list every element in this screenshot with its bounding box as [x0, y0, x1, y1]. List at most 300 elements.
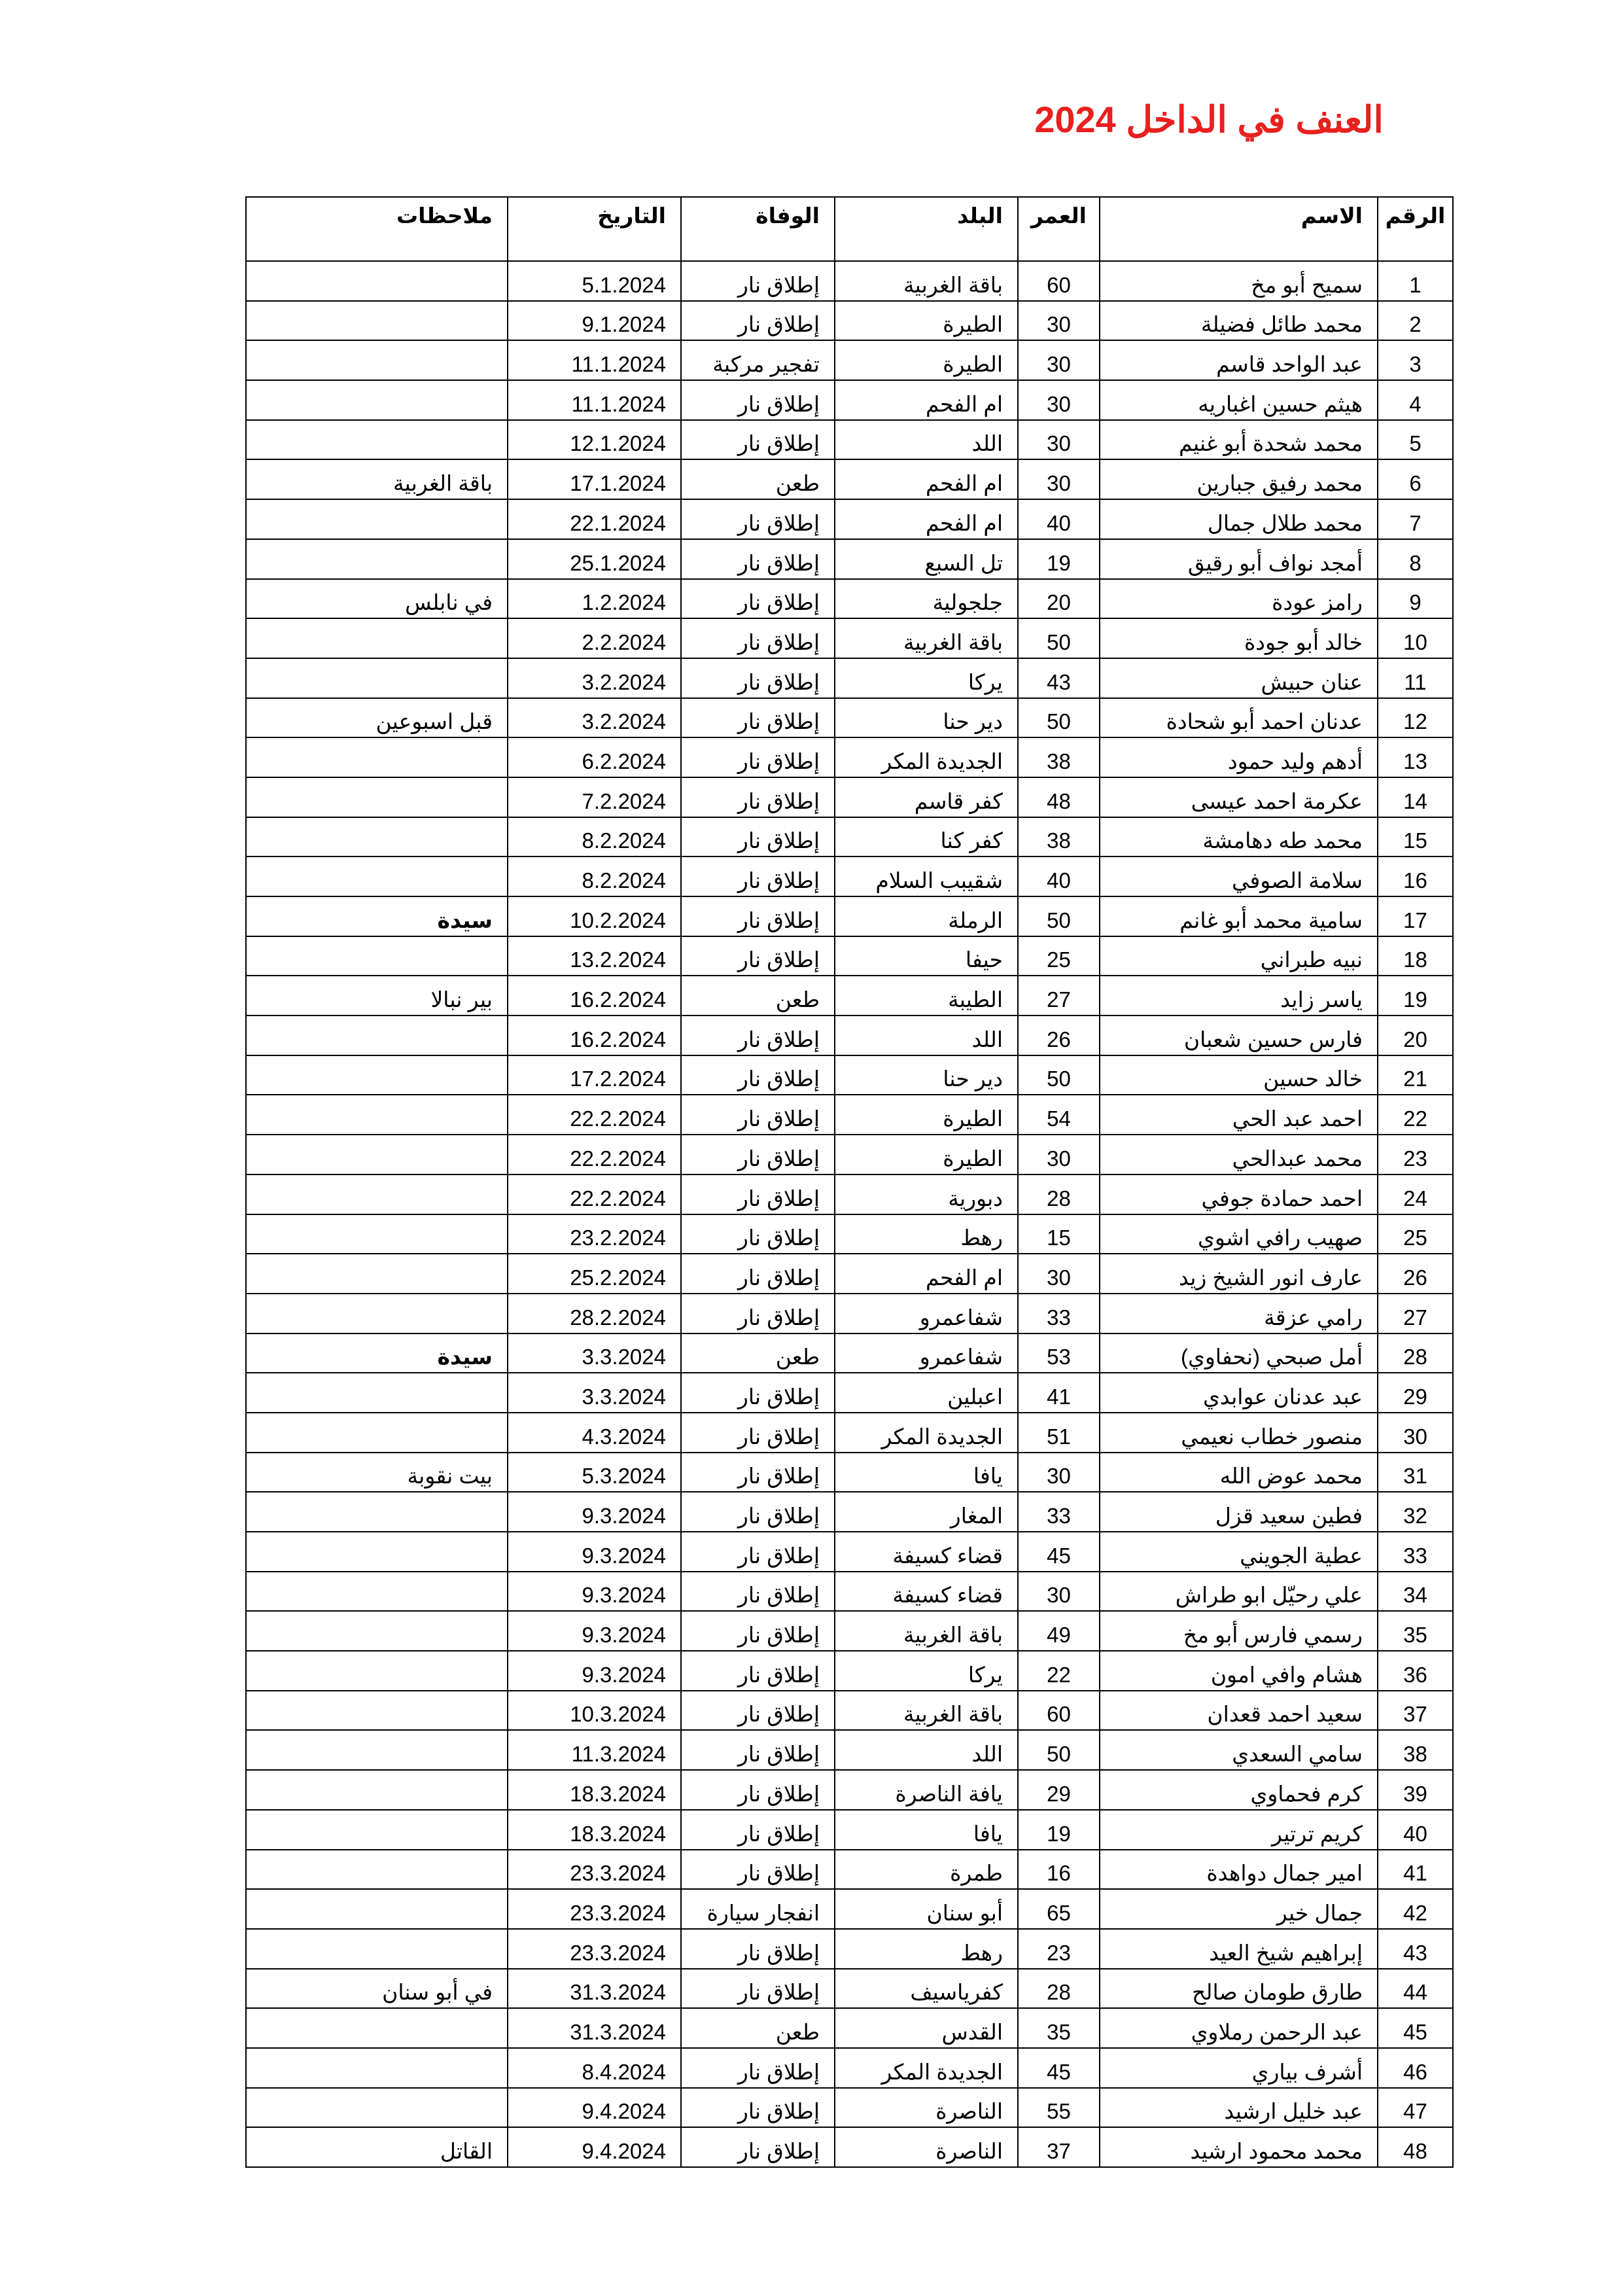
cell-num: 46 [1378, 2048, 1453, 2088]
cell-name: محمد طائل فضيلة [1100, 301, 1378, 341]
cell-name: عطية الجويني [1100, 1532, 1378, 1572]
cell-death: إطلاق نار [681, 1095, 835, 1135]
cell-name: احمد حمادة جوفي [1100, 1174, 1378, 1214]
cell-notes [246, 1929, 508, 1969]
cell-name: هشام وافي امون [1100, 1651, 1378, 1691]
cell-notes [246, 1174, 508, 1214]
cell-num: 6 [1378, 459, 1453, 499]
table-row [246, 1214, 1453, 1254]
cell-death: إطلاق نار [681, 1691, 835, 1731]
cell-num: 30 [1378, 1413, 1453, 1453]
table-row [246, 261, 1453, 301]
cell-num: 34 [1378, 1572, 1453, 1612]
cell-name: عبد الرحمن رملاوي [1100, 2008, 1378, 2048]
table-row [246, 1691, 1453, 1731]
cell-name: فارس حسين شعبان [1100, 1016, 1378, 1055]
cell-notes [246, 261, 508, 301]
cell-date: 7.2.2024 [508, 777, 681, 817]
cell-date: 9.3.2024 [508, 1611, 681, 1651]
cell-name: أدهم وليد حمود [1100, 737, 1378, 777]
cell-notes: القاتل [246, 2127, 508, 2167]
cell-notes [246, 301, 508, 341]
cell-num: 40 [1378, 1810, 1453, 1850]
table-row [246, 1373, 1453, 1413]
cell-death: إطلاق نار [681, 1770, 835, 1810]
cell-age: 16 [1018, 1850, 1100, 1890]
cell-notes: سيدة [246, 896, 508, 936]
cell-num: 26 [1378, 1254, 1453, 1294]
cell-date: 6.2.2024 [508, 737, 681, 777]
cell-town: كفرياسيف [835, 1969, 1018, 2009]
cell-death: إطلاق نار [681, 1294, 835, 1333]
table-row [246, 2127, 1453, 2167]
cell-death: إطلاق نار [681, 1850, 835, 1890]
cell-date: 25.2.2024 [508, 1254, 681, 1294]
cell-num: 35 [1378, 1611, 1453, 1651]
cell-notes [246, 380, 508, 420]
cell-town: باقة الغربية [835, 1691, 1018, 1731]
cell-age: 54 [1018, 1095, 1100, 1135]
cell-num: 9 [1378, 579, 1453, 619]
cell-notes [246, 1651, 508, 1691]
table-row [246, 976, 1453, 1016]
cell-date: 9.1.2024 [508, 301, 681, 341]
cell-name: محمد محمود ارشيد [1100, 2127, 1378, 2167]
cell-name: سلامة الصوفي [1100, 857, 1378, 896]
cell-death: إطلاق نار [681, 1572, 835, 1612]
cell-age: 50 [1018, 698, 1100, 738]
cell-name: خالد حسين [1100, 1055, 1378, 1095]
table-row [246, 658, 1453, 698]
table-row [246, 340, 1453, 380]
cell-notes [246, 1889, 508, 1929]
cell-death: إطلاق نار [681, 857, 835, 896]
cell-num: 42 [1378, 1889, 1453, 1929]
table-row [246, 2088, 1453, 2128]
cell-death: إطلاق نار [681, 499, 835, 539]
cell-death: إطلاق نار [681, 380, 835, 420]
cell-death: إطلاق نار [681, 896, 835, 936]
cell-age: 55 [1018, 2088, 1100, 2128]
cell-name: سامية محمد أبو غانم [1100, 896, 1378, 936]
cell-death: إطلاق نار [681, 1730, 835, 1770]
cell-age: 23 [1018, 1929, 1100, 1969]
cell-name: نبيه طبراني [1100, 936, 1378, 976]
cell-town: الرملة [835, 896, 1018, 936]
table-row [246, 1492, 1453, 1532]
cell-age: 51 [1018, 1413, 1100, 1453]
cell-town: كفر كنا [835, 817, 1018, 857]
cell-num: 16 [1378, 857, 1453, 896]
cell-date: 9.3.2024 [508, 1492, 681, 1532]
cell-town: دبورية [835, 1174, 1018, 1214]
cell-town: الطيبة [835, 976, 1018, 1016]
cell-death: إطلاق نار [681, 261, 835, 301]
table-row [246, 2048, 1453, 2088]
cell-name: محمد طه دهامشة [1100, 817, 1378, 857]
table-row [246, 1572, 1453, 1612]
cell-age: 25 [1018, 936, 1100, 976]
cell-name: سميح أبو مخ [1100, 261, 1378, 301]
table-row [246, 817, 1453, 857]
page-title: العنف في الداخل 2024 [1034, 99, 1384, 140]
cell-name: أشرف بياري [1100, 2048, 1378, 2088]
cell-age: 30 [1018, 301, 1100, 341]
cell-age: 27 [1018, 976, 1100, 1016]
cell-age: 40 [1018, 499, 1100, 539]
cell-death: إطلاق نار [681, 579, 835, 619]
cell-death: إطلاق نار [681, 1810, 835, 1850]
cell-town: دير حنا [835, 1055, 1018, 1095]
cell-age: 20 [1018, 579, 1100, 619]
cell-town: الجديدة المكر [835, 2048, 1018, 2088]
cell-town: دير حنا [835, 698, 1018, 738]
cell-date: 11.1.2024 [508, 380, 681, 420]
cell-town: حيفا [835, 936, 1018, 976]
cell-num: 31 [1378, 1453, 1453, 1492]
cell-town: قضاء كسيفة [835, 1532, 1018, 1572]
table-row [246, 1532, 1453, 1572]
cell-age: 45 [1018, 2048, 1100, 2088]
table-row [246, 420, 1453, 460]
cell-date: 8.2.2024 [508, 857, 681, 896]
cell-death: إطلاق نار [681, 1611, 835, 1651]
cell-death: إطلاق نار [681, 737, 835, 777]
cell-age: 30 [1018, 420, 1100, 460]
cell-name: امير جمال دواهدة [1100, 1850, 1378, 1890]
cell-notes [246, 1373, 508, 1413]
cell-notes [246, 340, 508, 380]
table-row [246, 737, 1453, 777]
cell-num: 25 [1378, 1214, 1453, 1254]
cell-age: 41 [1018, 1373, 1100, 1413]
cell-num: 28 [1378, 1333, 1453, 1373]
cell-town: يركا [835, 1651, 1018, 1691]
cell-notes [246, 1135, 508, 1174]
cell-num: 48 [1378, 2127, 1453, 2167]
cell-name: عدنان احمد أبو شحادة [1100, 698, 1378, 738]
cell-num: 21 [1378, 1055, 1453, 1095]
cell-num: 8 [1378, 539, 1453, 579]
cell-name: طارق طومان صالح [1100, 1969, 1378, 2009]
table-row [246, 2008, 1453, 2048]
cell-notes [246, 420, 508, 460]
cell-town: باقة الغربية [835, 618, 1018, 658]
cell-date: 16.2.2024 [508, 976, 681, 1016]
cell-date: 9.4.2024 [508, 2127, 681, 2167]
cell-town: الجديدة المكر [835, 737, 1018, 777]
cell-num: 32 [1378, 1492, 1453, 1532]
cell-town: شفاعمرو [835, 1294, 1018, 1333]
cell-death: إطلاق نار [681, 420, 835, 460]
cell-notes [246, 2088, 508, 2128]
cell-date: 11.1.2024 [508, 340, 681, 380]
cell-notes: سيدة [246, 1333, 508, 1373]
cell-name: رامي عزقة [1100, 1294, 1378, 1333]
cell-death: طعن [681, 1333, 835, 1373]
table-row [246, 896, 1453, 936]
cell-town: المغار [835, 1492, 1018, 1532]
cell-death: إطلاق نار [681, 2048, 835, 2088]
cell-name: محمد عوض الله [1100, 1453, 1378, 1492]
cell-age: 30 [1018, 380, 1100, 420]
cell-town: شفاعمرو [835, 1333, 1018, 1373]
cell-date: 9.3.2024 [508, 1532, 681, 1572]
cell-num: 43 [1378, 1929, 1453, 1969]
table-row [246, 1611, 1453, 1651]
cell-date: 5.3.2024 [508, 1453, 681, 1492]
cell-town: رهط [835, 1214, 1018, 1254]
cell-num: 20 [1378, 1016, 1453, 1055]
cell-num: 27 [1378, 1294, 1453, 1333]
cell-name: ياسر زايد [1100, 976, 1378, 1016]
cell-date: 25.1.2024 [508, 539, 681, 579]
cell-town: اللد [835, 420, 1018, 460]
cell-num: 37 [1378, 1691, 1453, 1731]
victims-table [245, 196, 1454, 2168]
cell-date: 12.1.2024 [508, 420, 681, 460]
table-row [246, 1929, 1453, 1969]
table-row [246, 1333, 1453, 1373]
table-row [246, 1969, 1453, 2009]
cell-age: 19 [1018, 1810, 1100, 1850]
cell-death: إطلاق نار [681, 1969, 835, 2009]
cell-num: 38 [1378, 1730, 1453, 1770]
table-row [246, 579, 1453, 619]
table-body [246, 261, 1453, 2167]
cell-age: 15 [1018, 1214, 1100, 1254]
header-notes: ملاحظات [246, 197, 508, 261]
cell-age: 60 [1018, 261, 1100, 301]
table-row [246, 698, 1453, 738]
cell-death: إطلاق نار [681, 1254, 835, 1294]
cell-age: 30 [1018, 1453, 1100, 1492]
cell-notes: في نابلس [246, 579, 508, 619]
cell-num: 5 [1378, 420, 1453, 460]
cell-date: 3.3.2024 [508, 1333, 681, 1373]
cell-notes [246, 737, 508, 777]
header-town: البلد [835, 197, 1018, 261]
cell-date: 23.2.2024 [508, 1214, 681, 1254]
cell-date: 23.3.2024 [508, 1850, 681, 1890]
cell-age: 50 [1018, 1055, 1100, 1095]
cell-age: 45 [1018, 1532, 1100, 1572]
cell-notes [246, 1413, 508, 1453]
cell-date: 18.3.2024 [508, 1770, 681, 1810]
cell-town: اللد [835, 1730, 1018, 1770]
cell-town: باقة الغربية [835, 261, 1018, 301]
cell-notes [246, 2008, 508, 2048]
cell-town: اعبلين [835, 1373, 1018, 1413]
cell-death: إطلاق نار [681, 1016, 835, 1055]
header-death: الوفاة [681, 197, 835, 261]
cell-name: عكرمة احمد عيسى [1100, 777, 1378, 817]
table-row [246, 1016, 1453, 1055]
cell-death: تفجير مركبة [681, 340, 835, 380]
table-row [246, 1294, 1453, 1333]
cell-age: 33 [1018, 1294, 1100, 1333]
cell-num: 23 [1378, 1135, 1453, 1174]
cell-date: 23.3.2024 [508, 1929, 681, 1969]
table-row [246, 1254, 1453, 1294]
cell-town: الطيرة [835, 301, 1018, 341]
table-row [246, 1453, 1453, 1492]
cell-date: 23.3.2024 [508, 1889, 681, 1929]
cell-name: رسمي فارس أبو مخ [1100, 1611, 1378, 1651]
cell-age: 49 [1018, 1611, 1100, 1651]
table-row [246, 499, 1453, 539]
cell-name: محمد طلال جمال [1100, 499, 1378, 539]
cell-date: 31.3.2024 [508, 1969, 681, 2009]
cell-notes [246, 936, 508, 976]
cell-town: رهط [835, 1929, 1018, 1969]
cell-notes [246, 1254, 508, 1294]
cell-notes [246, 1095, 508, 1135]
cell-date: 8.2.2024 [508, 817, 681, 857]
cell-age: 29 [1018, 1770, 1100, 1810]
cell-num: 14 [1378, 777, 1453, 817]
cell-name: عبد الواحد قاسم [1100, 340, 1378, 380]
cell-town: ام الفحم [835, 380, 1018, 420]
cell-death: إطلاق نار [681, 1135, 835, 1174]
cell-death: إطلاق نار [681, 1492, 835, 1532]
cell-death: إطلاق نار [681, 936, 835, 976]
table-row [246, 1174, 1453, 1214]
cell-date: 16.2.2024 [508, 1016, 681, 1055]
cell-notes [246, 817, 508, 857]
cell-notes [246, 2048, 508, 2088]
cell-num: 19 [1378, 976, 1453, 1016]
cell-date: 3.2.2024 [508, 658, 681, 698]
table-row [246, 1810, 1453, 1850]
cell-age: 26 [1018, 1016, 1100, 1055]
cell-notes [246, 1294, 508, 1333]
cell-age: 30 [1018, 1572, 1100, 1612]
cell-name: علي رحيّل ابو طراش [1100, 1572, 1378, 1612]
cell-date: 10.3.2024 [508, 1691, 681, 1731]
cell-death: إطلاق نار [681, 1453, 835, 1492]
table-row [246, 618, 1453, 658]
cell-name: عبد عدنان عوابدي [1100, 1373, 1378, 1413]
cell-death: إطلاق نار [681, 1929, 835, 1969]
cell-age: 33 [1018, 1492, 1100, 1532]
cell-age: 37 [1018, 2127, 1100, 2167]
cell-notes [246, 1214, 508, 1254]
cell-notes [246, 1810, 508, 1850]
header-date: التاريخ [508, 197, 681, 261]
cell-name: جمال خير [1100, 1889, 1378, 1929]
cell-age: 35 [1018, 2008, 1100, 2048]
table-row [246, 857, 1453, 896]
cell-death: إطلاق نار [681, 2088, 835, 2128]
table-row [246, 1095, 1453, 1135]
header-row [246, 197, 1453, 261]
cell-date: 4.3.2024 [508, 1413, 681, 1453]
cell-town: الناصرة [835, 2127, 1018, 2167]
cell-death: انفجار سيارة [681, 1889, 835, 1929]
cell-death: إطلاق نار [681, 1214, 835, 1254]
cell-num: 17 [1378, 896, 1453, 936]
cell-town: تل السبع [835, 539, 1018, 579]
cell-town: الطيرة [835, 1095, 1018, 1135]
cell-age: 22 [1018, 1651, 1100, 1691]
cell-age: 19 [1018, 539, 1100, 579]
cell-name: عنان حبيش [1100, 658, 1378, 698]
cell-notes [246, 777, 508, 817]
cell-age: 60 [1018, 1691, 1100, 1731]
cell-notes: باقة الغربية [246, 459, 508, 499]
table-row [246, 380, 1453, 420]
cell-notes [246, 1055, 508, 1095]
cell-date: 5.1.2024 [508, 261, 681, 301]
cell-num: 13 [1378, 737, 1453, 777]
cell-age: 30 [1018, 1254, 1100, 1294]
cell-name: أمل صبحي (نحفاوي) [1100, 1333, 1378, 1373]
cell-num: 29 [1378, 1373, 1453, 1413]
table-row [246, 1770, 1453, 1810]
cell-notes [246, 1611, 508, 1651]
cell-town: الناصرة [835, 2088, 1018, 2128]
cell-age: 53 [1018, 1333, 1100, 1373]
cell-date: 17.2.2024 [508, 1055, 681, 1095]
cell-date: 22.2.2024 [508, 1174, 681, 1214]
cell-name: محمد عبدالحي [1100, 1135, 1378, 1174]
cell-name: رامز عودة [1100, 579, 1378, 619]
cell-date: 9.3.2024 [508, 1572, 681, 1612]
cell-name: منصور خطاب نعيمي [1100, 1413, 1378, 1453]
cell-name: عارف انور الشيخ زيد [1100, 1254, 1378, 1294]
cell-name: محمد رفيق جبارين [1100, 459, 1378, 499]
cell-notes [246, 539, 508, 579]
table-row [246, 777, 1453, 817]
cell-date: 22.2.2024 [508, 1095, 681, 1135]
cell-town: طمرة [835, 1850, 1018, 1890]
cell-death: إطلاق نار [681, 817, 835, 857]
cell-notes [246, 1730, 508, 1770]
cell-town: يافا [835, 1453, 1018, 1492]
cell-notes [246, 1532, 508, 1572]
cell-date: 9.4.2024 [508, 2088, 681, 2128]
cell-death: إطلاق نار [681, 1651, 835, 1691]
cell-num: 45 [1378, 2008, 1453, 2048]
cell-notes [246, 1492, 508, 1532]
cell-name: هيثم حسين اغباريه [1100, 380, 1378, 420]
cell-age: 50 [1018, 1730, 1100, 1770]
cell-town: يافا [835, 1810, 1018, 1850]
cell-age: 38 [1018, 737, 1100, 777]
cell-date: 9.3.2024 [508, 1651, 681, 1691]
cell-num: 11 [1378, 658, 1453, 698]
table-row [246, 1135, 1453, 1174]
header-age: العمر [1018, 197, 1100, 261]
table-row [246, 1850, 1453, 1890]
cell-num: 24 [1378, 1174, 1453, 1214]
cell-date: 22.1.2024 [508, 499, 681, 539]
cell-town: ام الفحم [835, 459, 1018, 499]
cell-age: 38 [1018, 817, 1100, 857]
cell-town: يركا [835, 658, 1018, 698]
cell-town: كفر قاسم [835, 777, 1018, 817]
cell-age: 28 [1018, 1969, 1100, 2009]
cell-town: شقيبب السلام [835, 857, 1018, 896]
cell-num: 39 [1378, 1770, 1453, 1810]
cell-date: 8.4.2024 [508, 2048, 681, 2088]
cell-death: إطلاق نار [681, 1532, 835, 1572]
cell-age: 43 [1018, 658, 1100, 698]
cell-date: 10.2.2024 [508, 896, 681, 936]
table-row [246, 301, 1453, 341]
table-row [246, 459, 1453, 499]
